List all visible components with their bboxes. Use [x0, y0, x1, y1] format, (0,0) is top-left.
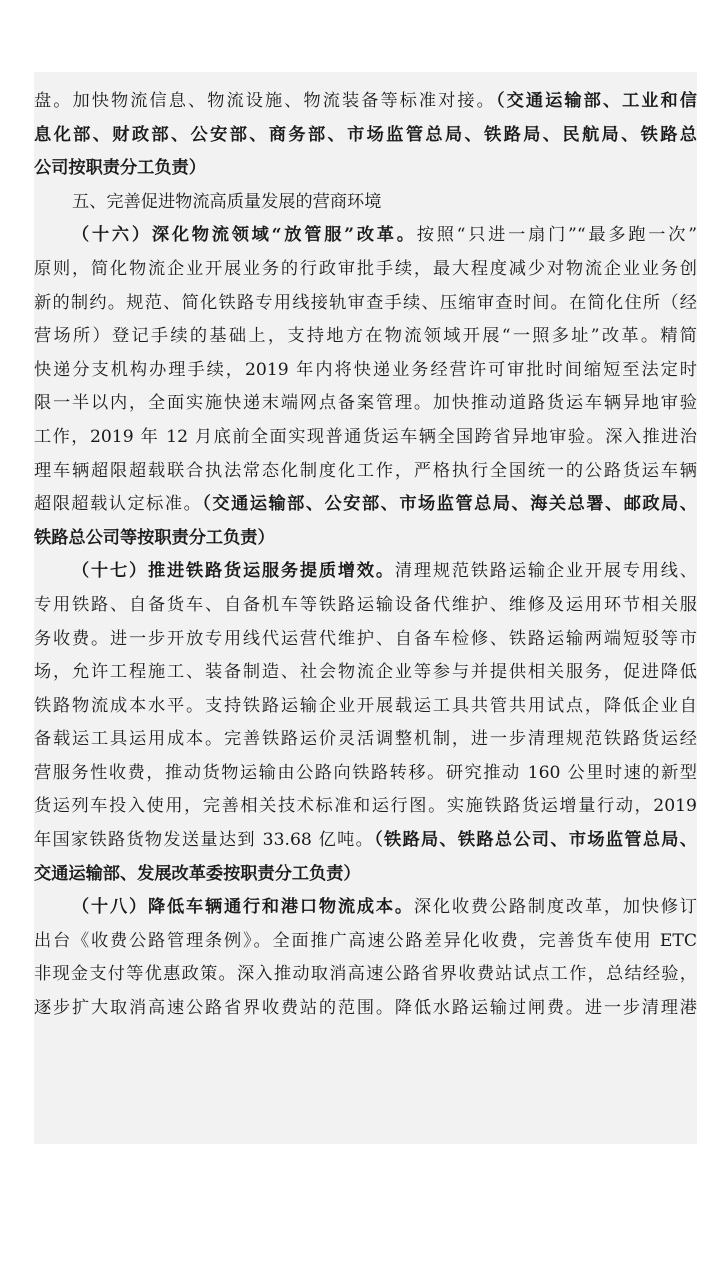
text-run: 理车辆超限超载联合执法常态化制度化工作，严格执行全国统一的公路货运车辆	[34, 460, 697, 481]
text-line	[34, 387, 697, 421]
text-run: 出台《收费公路管理条例》。全面推广高速公路差异化收费，完善货车使用 ETC	[34, 930, 697, 951]
text-run: 场，允许工程施工、装备制造、社会物流企业等参与并提供相关服务，促进降低	[34, 662, 697, 683]
text-run: 深化收费公路制度改革，加快修订	[413, 897, 697, 918]
document-page	[34, 72, 697, 1144]
text-run: 五、完善促进物流高质量发展的营商环境	[72, 191, 382, 212]
text-run: 盘。加快物流信息、物流设施、物流装备等标准对接。	[34, 91, 496, 111]
text-line	[34, 757, 697, 791]
text-line	[34, 455, 697, 489]
text-run: 营场所）登记手续的基础上，支持地方在物流领域开展“一照多址”改革。精简	[34, 326, 697, 347]
bold-text-run: （交通运输部、工业和信	[495, 91, 697, 111]
text-run: 务收费。进一步开放专用线代运营代维护、自备车检修、铁路运输两端短驳等市	[34, 628, 697, 649]
text-line	[34, 858, 697, 892]
text-run: 逐步扩大取消高速公路省界收费站的范围。降低水路运输过闸费。进一步清理港	[34, 998, 697, 1019]
text-run: 专用铁路、自备货车、自备机车等铁路运输设备代维护、维修及运用环节相关服	[34, 594, 697, 615]
text-run: 工作，2019 年 12 月底前全面实现普通货运车辆全国跨省异地审验。深入推进治	[34, 426, 697, 447]
text-line	[34, 824, 697, 858]
text-run: 备载运工具运用成本。完善铁路运价灵活调整机制，进一步清理规范铁路货运经	[34, 729, 697, 750]
text-line	[34, 488, 697, 522]
text-line	[34, 119, 697, 153]
text-line	[34, 992, 697, 1026]
text-line	[34, 656, 697, 690]
bold-text-run: （交通运输部、公安部、市场监管总局、海关总署、邮政局、	[202, 494, 697, 515]
bold-text-run: （十七）推进铁路货运服务提质增效。	[72, 561, 395, 582]
text-line	[34, 589, 697, 623]
text-line	[34, 790, 697, 824]
text-run: 限一半以内，全面实施快递末端网点备案管理。加快推动道路货运车辆异地审验	[34, 393, 697, 414]
text-line	[34, 253, 697, 287]
text-line	[34, 958, 697, 992]
bold-text-run: 铁路总公司等按职责分工负责）	[34, 527, 275, 548]
text-line	[34, 522, 697, 556]
text-run: 原则，简化物流企业开展业务的行政审批手续，最大程度减少对物流企业业务创	[34, 258, 697, 279]
text-run: 营服务性收费，推动货物运输由公路向铁路转移。研究推动 160 公里时速的新型	[34, 762, 697, 783]
bold-text-run: （铁路局、铁路总公司、市场监管总局、	[374, 830, 697, 851]
text-line	[34, 555, 697, 589]
text-run: 新的制约。规范、简化铁路专用线接轨审查手续、压缩审查时间。在简化住所（经	[34, 292, 697, 313]
text-run: 按照“只进一扇门”“最多跑一次”	[416, 225, 697, 246]
text-line	[34, 354, 697, 388]
text-line	[34, 723, 697, 757]
text-line	[34, 690, 697, 724]
text-run: 快递分支机构办理手续，2019 年内将快递业务经营许可审批时间缩短至法定时	[34, 359, 697, 380]
text-run: 货运列车投入使用，完善相关技术标准和运行图。实施铁路货运增量行动，2019	[34, 796, 697, 817]
text-line	[34, 186, 697, 220]
text-run: 铁路物流成本水平。支持铁路运输企业开展载运工具共管共用试点，降低企业自	[34, 695, 697, 716]
text-line	[34, 320, 697, 354]
text-line	[34, 421, 697, 455]
bold-text-run: 公司按职责分工负责）	[34, 158, 206, 179]
text-line	[34, 287, 697, 321]
text-line	[34, 623, 697, 657]
text-line	[34, 152, 697, 186]
text-line	[34, 925, 697, 959]
bold-text-run: （十六）深化物流领域“放管服”改革。	[72, 225, 417, 246]
text-run: 超限超载认定标准。	[34, 494, 203, 515]
text-run: 非现金支付等优惠政策。深入推动取消高速公路省界收费站试点工作，总结经验，	[34, 964, 697, 985]
text-run: 清理规范铁路运输企业开展专用线、	[394, 561, 697, 582]
text-run: 年国家铁路货物发送量达到 33.68 亿吨。	[34, 830, 375, 851]
text-line	[34, 891, 697, 925]
bold-text-run: 息化部、财政部、公安部、商务部、市场监管总局、铁路局、民航局、铁路总	[34, 124, 697, 145]
bold-text-run: 交通运输部、发展改革委按职责分工负责）	[34, 863, 361, 884]
text-line	[34, 219, 697, 253]
text-line	[34, 85, 697, 119]
bold-text-run: （十八）降低车辆通行和港口物流成本。	[72, 897, 414, 918]
